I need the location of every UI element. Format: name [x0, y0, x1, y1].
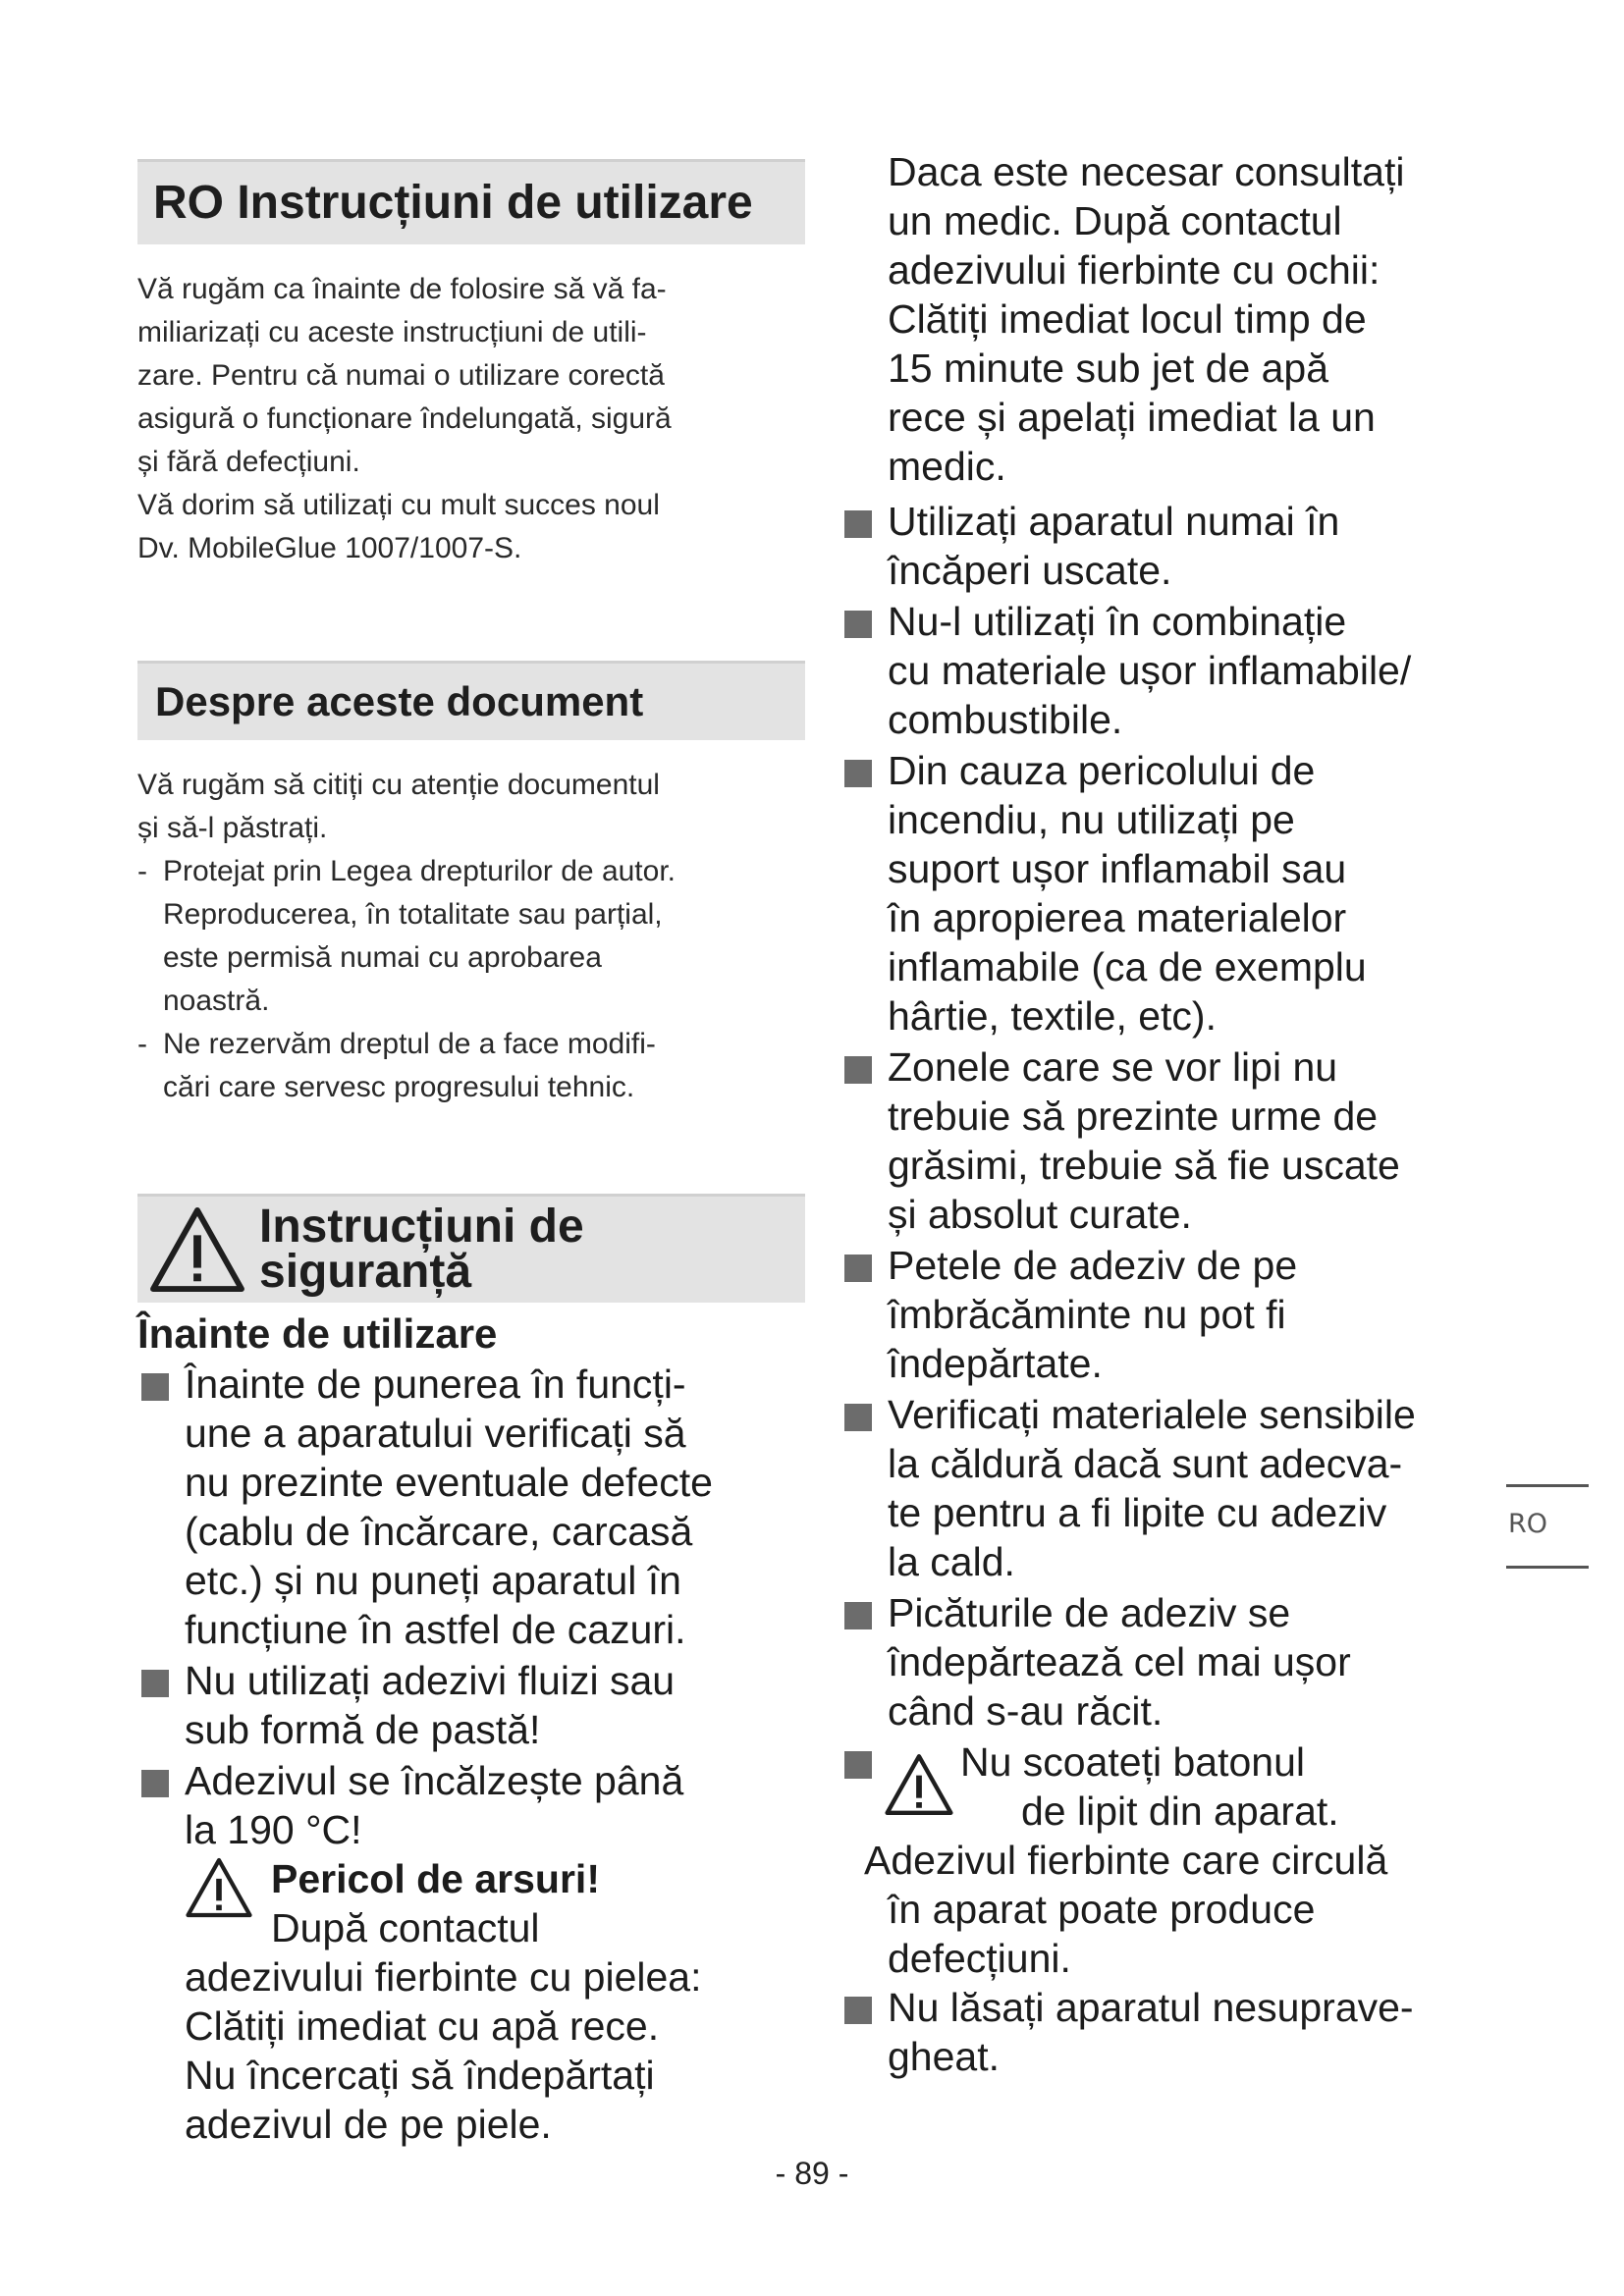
bullet-square-icon: [844, 1404, 872, 1431]
about-paragraph: Vă rugăm să citiți cu atenție documentul și să-l păstrați.: [137, 769, 660, 844]
bullet-square-icon: [844, 760, 872, 787]
right-intro-text: Daca este necesar consultați un medic. După contactul adezivului fierbinte cu ochii: Clătiți imediat locul timp de 15 minute sub jet de apă rece și apelați imediat la un medic.: [888, 149, 1405, 489]
language-code: RO: [153, 177, 224, 229]
burn-warning: Pericol de arsuri! După contactul adezivului fierbinte cu pielea: Clătiți imediat cu apă rece. Nu încercați să îndepărtați adezivul de pe piele.: [185, 1854, 805, 2149]
bullet-square-icon: [844, 1602, 872, 1629]
page-number: - 89 -: [775, 2156, 849, 2191]
intro-paragraph-2: Vă dorim să utilizați cu mult succes noul Dv. MobileGlue 1007/1007-S.: [137, 489, 660, 564]
bullet-square-icon: [141, 1373, 169, 1401]
before-use-subheading: Înainte de utilizare: [137, 1310, 498, 1357]
stick-warning-followup: Adezivul fierbinte care circulă în aparat poate produce defecțiuni.: [864, 1838, 1388, 1981]
bullet-square-icon: [844, 1997, 872, 2024]
list-item: Nu utilizați adezivi fluizi sau sub formă de pastă!: [137, 1656, 805, 1754]
list-item: Adezivul se încălzește până la 190 °C! Pericol de arsuri! După contactul adezivului fierbinte cu pielea: Clătiți imediat cu apă rece. Nu încercați să îndepărtați adezivul de pe piele.: [137, 1756, 805, 2149]
list-item: Nu-l utilizați în combinație cu materiale ușor inflamabile/ combustibile.: [840, 597, 1508, 744]
bullet-square-icon: [141, 1670, 169, 1697]
right-column: [840, 147, 1508, 2083]
about-list: [137, 850, 805, 1109]
list-item: Zonele care se vor lipi nu trebuie să prezinte urme de grăsimi, trebuie să fie uscate și absolut curate.: [840, 1042, 1508, 1239]
bullet-square-icon: [844, 1751, 872, 1779]
warning-triangle-icon: [185, 1856, 253, 1919]
bullet-square-icon: [141, 1770, 169, 1797]
page-title: [137, 159, 805, 244]
about-text: [137, 764, 805, 1109]
warning-triangle-icon: [149, 1206, 245, 1293]
bullet-square-icon: [844, 1056, 872, 1084]
right-safety-list-end: [840, 1983, 1508, 2081]
safety-title-line-1: Instrucțiuni de: [259, 1201, 584, 1253]
warning-triangle-icon: [884, 1751, 954, 1818]
list-item: Petele de adeziv de pe îmbrăcăminte nu pot fi îndepărtate.: [840, 1241, 1508, 1388]
left-safety-list: [137, 1360, 805, 2149]
burn-warning-title: Pericol de arsuri!: [271, 1856, 600, 1901]
title-text: Instrucțiuni de utilizare: [237, 177, 753, 229]
intro-text: [137, 268, 805, 570]
left-column: [137, 159, 805, 2151]
list-item: - Protejat prin Legea drepturilor de autor. Reproducerea, în totalitate sau parțial, este permisă numai cu aprobarea noastră.: [137, 850, 805, 1023]
bullet-square-icon: [844, 611, 872, 638]
list-item: Din cauza pericolului de incendiu, nu utilizați pe suport ușor inflamabil sau în apropierea materialelor inflamabile (ca de exemplu hârtie, textile, etc).: [840, 746, 1508, 1041]
bullet-square-icon: [844, 1255, 872, 1282]
bullet-square-icon: [844, 510, 872, 538]
list-item: - Ne rezervăm dreptul de a face modifi- cări care servesc progresului tehnic.: [137, 1023, 805, 1109]
list-item: Picăturile de adeziv se îndepărtează cel mai ușor când s-au răcit.: [840, 1588, 1508, 1735]
safety-heading: [137, 1194, 805, 1303]
list-item: Înainte de punerea în funcți- une a aparatului verificați să nu prezinte eventuale defecte (cablu de încărcare, carcasă etc.) și nu puneți aparatul în funcțiune în astfel de cazuri.: [137, 1360, 805, 1654]
stick-warning: Nu scoateți batonul de lipit din aparat.: [840, 1737, 1508, 1836]
list-item: Verificați materialele sensibile la căldură dacă sunt adecva- te pentru a fi lipite cu adeziv la cald.: [840, 1390, 1508, 1586]
right-safety-list: [840, 497, 1508, 1735]
safety-title-line-2: siguranță: [259, 1246, 472, 1298]
list-item: Nu lăsați aparatul nesuprave- gheat.: [840, 1983, 1508, 2081]
intro-paragraph-1: Vă rugăm ca înainte de folosire să vă fa- miliarizați cu aceste instrucțiuni de utili- zare. Pentru că numai o utilizare corectă asigură o funcționare îndelungată, sigură și fără defecțiuni.: [137, 273, 672, 478]
about-heading: Despre aceste document: [137, 661, 805, 740]
list-item: Utilizați aparatul numai în încăperi uscate.: [840, 497, 1508, 595]
language-side-tab: RO: [1506, 1484, 1589, 1569]
